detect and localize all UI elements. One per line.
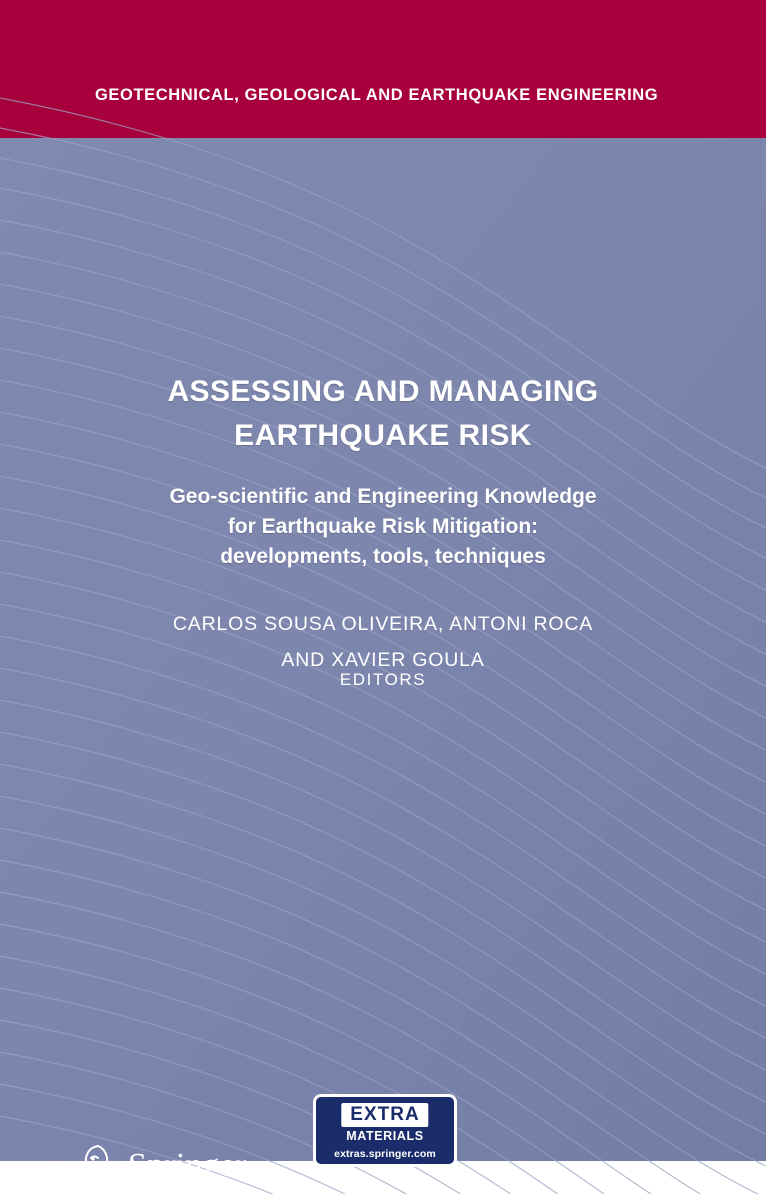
extra-badge-materials: MATERIALS: [346, 1129, 424, 1143]
cover-body: [0, 138, 766, 1184]
extra-materials-badge[interactable]: [313, 1094, 457, 1167]
extra-badge-word: EXTRA: [341, 1103, 428, 1127]
book-subtitle: [0, 482, 766, 572]
series-band: [0, 0, 766, 138]
book-subtitle-line-3: developments, tools, techniques: [220, 545, 546, 568]
book-subtitle-line-2: for Earthquake Risk Mitigation:: [227, 515, 539, 538]
publisher-name: Springer: [128, 1147, 247, 1184]
editors-role-label: EDITORS: [339, 670, 427, 689]
editors-line-2: AND XAVIER GOULA: [281, 649, 485, 671]
editors-names: [0, 606, 766, 678]
book-title-line-1: ASSESSING AND MANAGING: [167, 375, 599, 408]
book-title-line-2: EARTHQUAKE RISK: [234, 419, 532, 452]
publisher-logo: [78, 1138, 247, 1194]
book-subtitle-line-1: Geo-scientific and Engineering Knowledge: [169, 485, 597, 508]
springer-knight-icon: [78, 1142, 120, 1190]
series-title: GEOTECHNICAL, GEOLOGICAL AND EARTHQUAKE ENGINEERING: [95, 86, 659, 104]
editors-line-1: CARLOS SOUSA OLIVEIRA, ANTONI ROCA: [172, 613, 594, 635]
book-title: [0, 370, 766, 458]
extra-badge-url: extras.springer.com: [334, 1148, 436, 1160]
